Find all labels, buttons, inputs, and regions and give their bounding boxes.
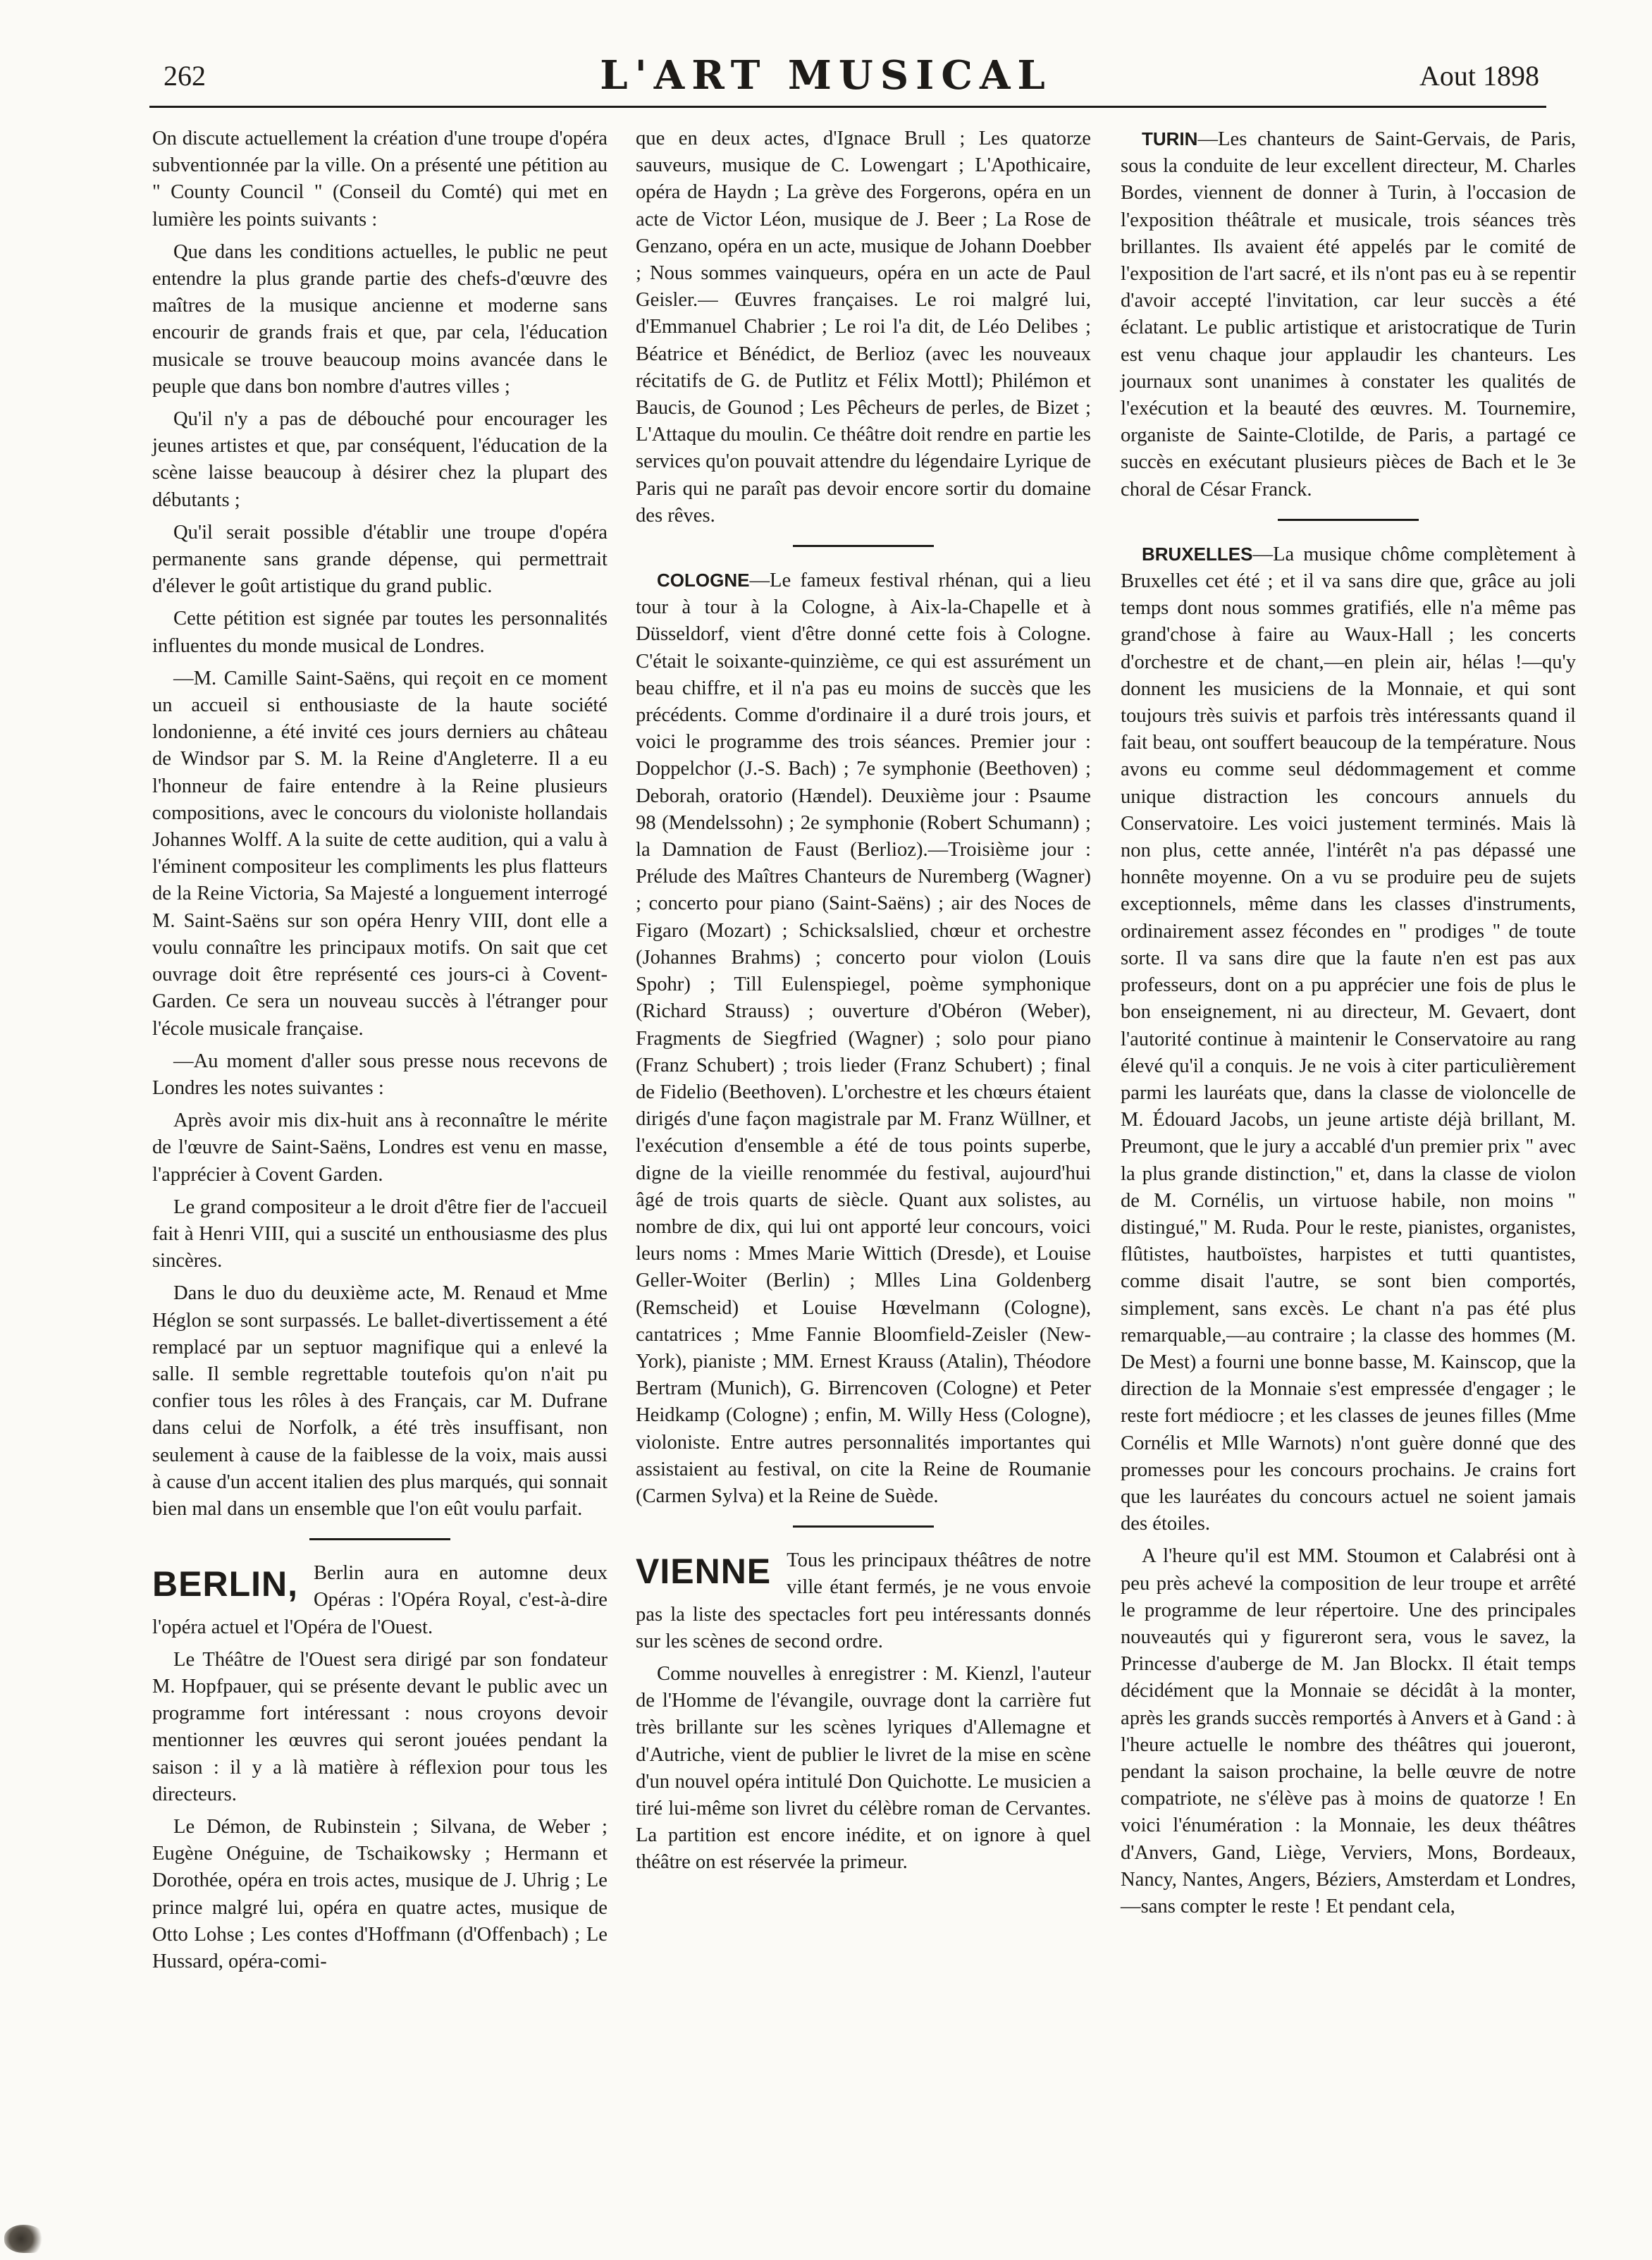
paragraph: Que dans les conditions actuelles, le public ne peut entendre la plus grande partie des chefs-d'œuvre des maîtres de la musique ancienne et moderne sans encourir de grands frais et que, par cela, l'éducation musicale se trouve beaucoup moins avancée dans le peuple que dans bon nombre d'autres villes ; bbox=[152, 240, 608, 398]
paragraph-text: —Le fameux festival rhénan, qui a lieu tour à tour à la Cologne, à Aix-la-Chapelle et à Düsseldorf, vient d'être donné cette fois à Cologne. C'était le soixante-quinzième, ce qui est assurément un beau chiffre, et il n'a pas eu moins de succès que les précédents. Comme d'ordinaire il a duré trois jours, et voici le programme des trois séances. Premier jour : Doppelchor (J.-S. Bach) ; 7e symphonie (Beethoven) ; Deborah, oratorio (Hændel). Deuxième jour : Psaume 98 (Mendelssohn) ; 2e symphonie (Robert Schumann) ; la Damnation de Faust (Berlioz).—Troisième jour : Prélude des Maîtres Chanteurs de Nuremberg (Wagner) ; concerto pour piano (Saint-Saëns) ; air des Noces de Figaro (Mozart) ; Schicksalslied, chœur et orchestre (Johannes Brahms) ; concerto pour violon (Louis Spohr) ; Till Eulenspiegel, poème symphonique (Richard Strauss) ; ouverture d'Obéron (Weber), Fragments de Siegfried (Wagner) ; solo pour piano (Franz Schubert) ; trois lieder (Franz Schubert) ; final de Fidelio (Beethoven). L'orchestre et les chœurs étaient dirigés d'une façon magistrale par M. Franz Wüllner, et l'exécution d'ensemble a été de tous points superbe, digne de la vieille renommée du festival, aujourd'hui âgé de trois quarts de siècle. Quant aux solistes, au nombre de dix, qui lui ont apporté leur concours, voici leurs noms : Mmes Marie Wittich (Dresde), et Louise Geller-Woiter (Berlin) ; Mlles Lina Goldenberg (Remscheid) et Louise Hœvelmann (Cologne), cantatrices ; Mme Fannie Bloomfield-Zeisler (New-York), pianiste ; MM. Ernest Krauss (Atalin), Théodore Bertram (Munich), G. Birrencoven (Cologne) et Peter Heidkamp (Cologne) ; enfin, M. Willy Hess (Cologne), violoniste. Entre autres personnalités importantes qui assistaient au festival, on cite la Reine de Roumanie (Carmen Sylva) et la Reine de Suède. bbox=[636, 570, 1091, 1507]
section-heading-vienne: VIENNE bbox=[636, 1552, 772, 1592]
paragraph-text: Berlin aura en automne deux Opéras : l'Opéra Royal, c'est-à-dire l'opéra actuel et l'Opéra de l'Ouest. bbox=[152, 1562, 608, 1638]
page-number: 262 bbox=[164, 60, 206, 92]
bruxelles-section bbox=[1121, 541, 1576, 1538]
column-1 bbox=[152, 125, 608, 1981]
paragraph: Le Démon, de Rubinstein ; Silvana, de Weber ; Eugène Onéguine, de Tschaikowsky ; Hermann et Dorothée, opéra en trois actes, musique de J. Uhrig ; Le prince malgré lui, opéra en quatre actes, musique de Otto Lohse ; Les contes d'Hoffmann (d'Offenbach) ; Le Hussard, opéra-comi- bbox=[152, 1815, 608, 1972]
section-heading-turin: TURIN bbox=[1142, 128, 1198, 149]
paragraph: A l'heure qu'il est MM. Stoumon et Calabrési ont à peu près achevé la composition de leur troupe et arrêté le programme de leur répertoire. Une des principales nouveautés qui y figureront sera, vous le savez, la Princesse d'auberge de M. Jan Blockx. Il était temps décidément que la Monnaie se décidât à la monter, après les grands succès remportés à Anvers et à Gand : à l'heure actuelle le nombre des théâtres qui joueront, pendant la saison prochaine, la belle œuvre de notre compatriote, ne s'élève pas à moins de quatorze ! En voici l'énumération : la Monnaie, les deux théâtres d'Anvers, Gand, Liège, Verviers, Mons, Bordeaux, Nancy, Nantes, Angers, Béziers, Amsterdam et Londres,—sans compter le reste ! Et pendant cela, bbox=[1121, 1545, 1576, 1917]
paragraph-text: Tous les principaux théâtres de notre ville étant fermés, je ne vous envoie pas la liste des spectacles fort peu intéressants donnés sur les scènes de second ordre. bbox=[636, 1549, 1091, 1652]
header-rule bbox=[149, 106, 1546, 108]
section-heading-cologne: COLOGNE bbox=[657, 570, 750, 591]
cologne-section bbox=[636, 567, 1091, 1510]
paragraph: On discute actuellement la création d'une troupe d'opéra subventionnée par la ville. On a présenté une pétition au " County Council " (Conseil du Comté) qui met en lumière les points suivants : bbox=[152, 128, 608, 231]
paragraph: Qu'il serait possible d'établir une troupe d'opéra permanente sans grande dépense, qui permettrait d'élever le goût artistique du grand public. bbox=[152, 521, 608, 598]
section-heading-berlin: BERLIN, bbox=[152, 1564, 298, 1604]
masthead-title: L'ART MUSICAL bbox=[600, 52, 1052, 99]
column-3 bbox=[1121, 125, 1576, 1926]
paragraph: Cette pétition est signée par toutes les personnalités influentes du monde musical de Londres. bbox=[152, 608, 608, 657]
paragraph: Le grand compositeur a le droit d'être fier de l'accueil fait à Henri VIII, qui a suscité un enthousiasme des plus sincères. bbox=[152, 1196, 608, 1272]
paragraph: Le Théâtre de l'Ouest sera dirigé par son fondateur M. Hopfpauer, qui se présente devant le public avec un programme fort intéressant : nous croyons devoir mentionner les œuvres qui seront jouées pendant la saison : il y a là matière à réflexion pour tous les directeurs. bbox=[152, 1648, 608, 1805]
section-divider bbox=[1278, 519, 1419, 521]
paragraph: Qu'il n'y a pas de débouché pour encourager les jeunes artistes et que, par conséquent, l'éducation de la scène laisse beaucoup à désirer chez la plupart des débutants ; bbox=[152, 408, 608, 511]
paragraph: Dans le duo du deuxième acte, M. Renaud et Mme Héglon se sont surpassés. Le ballet-divertissement a été remplacé par un septuor magnifique qui a enlevé la salle. Il semble regrettable toutefois qu'on n'ait pu confier tous les rôles à des Français, car M. Dufrane dans celui de Norfolk, a été très insuffisant, non seulement à cause de la faiblesse de la voix, mais aussi à cause d'un accent italien des plus marqués, qui sonnait bien mal dans un ensemble que l'on eût voulu parfait. bbox=[152, 1282, 608, 1520]
section-heading-bruxelles: BRUXELLES bbox=[1142, 543, 1253, 565]
page-header bbox=[0, 0, 1652, 127]
paragraph: —M. Camille Saint-Saëns, qui reçoit en ce moment un accueil si enthousiaste de la haute société londonienne, a été invité ces jours derniers au château de Windsor par S. M. la Reine d'Angleterre. Il a eu l'honneur de faire entendre à la Reine plusieurs compositions, avec le concours du violoniste hollandais Johannes Wolff. A la suite de cette audition, qui a valu à l'éminent compositeur les compliments les plus flatteurs de la Reine Victoria, Sa Majesté a longuement interrogé M. Saint-Saëns sur son opéra Henry VIII, dont elle a voulu connaître les principaux motifs. On sait que cet ouvrage doit être représenté ces jours-ci à Covent-Garden. Ce sera un nouveau succès à l'étranger pour l'école musicale française. bbox=[152, 667, 608, 1040]
berlin-section bbox=[152, 1560, 608, 1641]
paragraph: Comme nouvelles à enregistrer : M. Kienzl, l'auteur de l'Homme de l'évangile, ouvrage dont la carrière fut très brillante sur les scènes lyriques d'Allemagne et d'Autriche, vient de publier le livret de la mise en scène d'un nouvel opéra intitulé Don Quichotte. Le musicien a tiré lui-même son livret du célèbre roman de Cervantes. La partition est encore inédite, et on ignore à quel théâtre on est réservée la primeur. bbox=[636, 1662, 1091, 1874]
section-divider bbox=[793, 545, 934, 547]
turin-section bbox=[1121, 125, 1576, 503]
print-smudge-decoration bbox=[4, 2225, 47, 2253]
paragraph: Après avoir mis dix-huit ans à reconnaître le mérite de l'œuvre de Saint-Saëns, Londres est venu en masse, l'apprécier à Covent Garden. bbox=[152, 1110, 608, 1186]
column-2 bbox=[636, 125, 1091, 1882]
paragraph-text: —Les chanteurs de Saint-Gervais, de Paris, sous la conduite de leur excellent directeur, M. Charles Bordes, viennent de donner à Turin, à l'occasion de l'exposition théâtrale et musicale, trois séances très brillantes. Ils avaient été appelés par le comité de l'exposition de l'art sacré, et ils n'ont pas eu à se repentir d'avoir accepté l'invitation, car leur succès a été éclatant. Le public artistique et aristocratique de Turin est venu chaque jour applaudir les chanteurs. Les journaux sont unanimes à constater les qualités de l'exécution et la beauté des œuvres. M. Tournemire, organiste de Sainte-Clotilde, de Paris, a partagé ce succès en exécutant plusieurs pièces de Bach et le 3e choral de César Franck. bbox=[1121, 128, 1576, 500]
paragraph: —Au moment d'aller sous presse nous recevons de Londres les notes suivantes : bbox=[152, 1050, 608, 1099]
section-divider bbox=[793, 1525, 934, 1528]
vienne-section bbox=[636, 1547, 1091, 1655]
issue-date: Aout 1898 bbox=[1419, 60, 1539, 92]
section-divider bbox=[309, 1538, 450, 1540]
paragraph: que en deux actes, d'Ignace Brull ; Les quatorze sauveurs, musique de C. Lowengart ; L'Apothicaire, opéra de Haydn ; La grève des Forgerons, opéra en un acte de Victor Léon, musique de J. Beer ; La Rose de Genzano, opéra en un acte, musique de Johann Doebber ; Nous sommes vainqueurs, opéra en un acte de Paul Geisler.— Œuvres françaises. Le roi malgré lui, d'Emmanuel Chabrier ; Le roi l'a dit, de Léo Delibes ; Béatrice et Bénédict, de Berlioz (avec les nouveaux récitatifs de G. de Putlitz et Félix Mottl); Philémon et Baucis, de Gounod ; Les Pêcheurs de perles, de Bizet ; L'Attaque du moulin. Ce théâtre doit rendre en partie les services qu'on pouvait attendre du légendaire Lyrique de Paris qui ne paraît pas devoir encore sortir du domaine des rêves. bbox=[636, 128, 1091, 527]
paragraph-text: —La musique chôme complètement à Bruxelles cet été ; et il va sans dire que, grâce au joli temps dont nous sommes gratifiés, elle n'a même pas grand'chose à faire au Waux-Hall ; les concerts d'orchestre et de chant,—en plein air, hélas !—qu'y donnent les musiciens de la Monnaie, et qui sont toujours très suivis et parfois très intéressants quand il fait beau, ont souffert beaucoup de la température. Nous avons eu comme seul dédommagement et comme unique distraction les concours annuels du Conservatoire. Les voici justement terminés. Mais là non plus, cette année, l'intérêt n'a pas dépassé une honnête moyenne. On a vu se produire peu de sujets exceptionnels, même dans les classes d'instruments, ordinairement assez fécondes en " prodiges " de toute sorte. Il va sans dire que la faute n'en est pas aux professeurs, dont on a pu apprécier une fois de plus le bon enseignement, ni au directeur, M. Gevaert, dont l'autorité continue à maintenir le Conservatoire au rang élevé qu'il a conquis. Je ne vois à citer particulièrement parmi les lauréats que, dans la classe de violoncelle de M. Édouard Jacobs, un jeune artiste déjà brillant, M. Preumont, que le jury a accablé d'un premier prix " avec la plus grande distinction," et, dans la classe de violon de M. Cornélis, un virtuose habile, non moins " distingué," M. Ruda. Pour le reste, pianistes, organistes, flûtistes, hautboïstes, harpistes et tutti quantistes, comme disait l'autre, se sont bien comportés, simplement, sans excès. Le chant n'a pas été plus remarquable,—au contraire ; la classe des hommes (M. De Mest) a fourni une bonne basse, M. Kainscop, que la direction de la Monnaie s'est empressée d'engager ; le reste fort médiocre ; et les classes de jeunes filles (Mme Cornélis et Mlle Warnots) n'ont guère donné que des promesses pour les concours prochains. Je crains fort que les lauréates du concours actuel ne soient jamais des étoiles. bbox=[1121, 543, 1576, 1535]
